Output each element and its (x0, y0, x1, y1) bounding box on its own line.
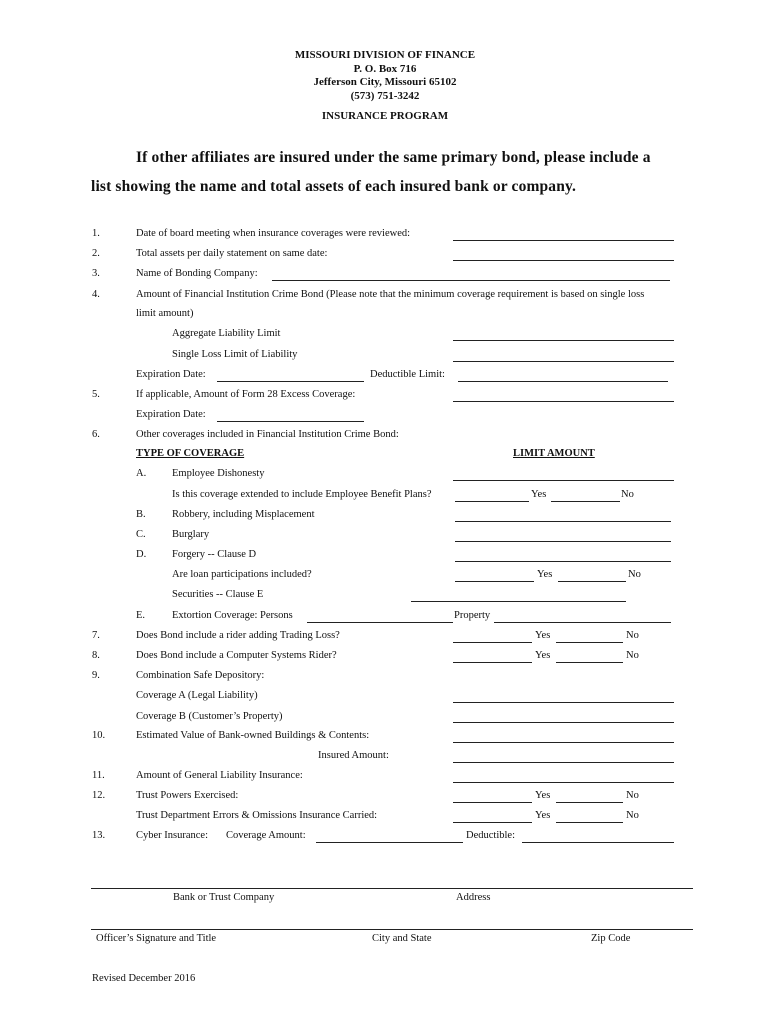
q4-label: Amount of Financial Institution Crime Bond (Please note that the minimum coverage requirement is based on single loss (136, 289, 645, 300)
trust-eo-yes-field[interactable] (453, 822, 532, 823)
q12-yes-field[interactable] (453, 802, 532, 803)
trust-eo-no-field[interactable] (556, 822, 623, 823)
employee-dishonesty-field[interactable] (453, 480, 674, 481)
item-number: 9. (92, 670, 100, 681)
bank-label: Bank or Trust Company (173, 892, 275, 903)
program-title: INSURANCE PROGRAM (321, 110, 449, 122)
officer-signature-line[interactable] (91, 929, 693, 930)
no-label: No (626, 630, 639, 641)
q11-field[interactable] (453, 782, 674, 783)
employee-dishonesty-label: Employee Dishonesty (172, 468, 265, 479)
q1-label: Date of board meeting when insurance coverages were reviewed: (136, 228, 411, 239)
no-label: No (626, 650, 639, 661)
item-number: 11. (92, 770, 105, 781)
expiration-label: Expiration Date: (136, 369, 206, 380)
item-number: 4. (92, 289, 100, 300)
yes-label: Yes (531, 489, 547, 500)
q7-no-field[interactable] (556, 642, 623, 643)
no-label: No (626, 790, 639, 801)
item-number: 5. (92, 389, 100, 400)
coverage-b-label: Coverage B (Customer’s Property) (136, 711, 283, 722)
q2-label: Total assets per daily statement on same date: (136, 248, 328, 259)
phone: (573) 751-3242 (350, 90, 420, 102)
q6-label: Other coverages included in Financial Institution Crime Bond: (136, 429, 399, 440)
robbery-field[interactable] (455, 521, 671, 522)
insured-amount-field[interactable] (453, 762, 674, 763)
benefit-no-field[interactable] (551, 501, 620, 502)
aggregate-limit-field[interactable] (453, 340, 674, 341)
q3-label: Name of Bonding Company: (136, 268, 258, 279)
yes-label: Yes (535, 810, 551, 821)
coverage-a-label: Coverage A (Legal Liability) (136, 690, 258, 701)
address-label: Address (456, 892, 491, 903)
city-address: Jefferson City, Missouri 65102 (313, 76, 457, 88)
q5-label: If applicable, Amount of Form 28 Excess Coverage: (136, 389, 356, 400)
q2-field[interactable] (453, 260, 674, 261)
burglary-field[interactable] (455, 541, 671, 542)
q8-yes-field[interactable] (453, 662, 532, 663)
burglary-label: Burglary (172, 529, 210, 540)
no-label: No (621, 489, 634, 500)
yes-label: Yes (535, 630, 551, 641)
q5-field[interactable] (453, 401, 674, 402)
securities-field[interactable] (411, 601, 626, 602)
q11-label: Amount of General Liability Insurance: (136, 770, 303, 781)
no-label: No (628, 569, 641, 580)
letter-b: B. (136, 509, 146, 520)
no-label: No (626, 810, 639, 821)
q12-label: Trust Powers Exercised: (136, 790, 239, 801)
robbery-label: Robbery, including Misplacement (172, 509, 315, 520)
q12-no-field[interactable] (556, 802, 623, 803)
item-number: 1. (92, 228, 100, 239)
officer-signature-label: Officer’s Signature and Title (96, 933, 217, 944)
q10-label: Estimated Value of Bank-owned Buildings & Contents: (136, 730, 370, 741)
loan-no-field[interactable] (558, 581, 626, 582)
bank-address-line[interactable] (91, 888, 693, 889)
q4-label-cont: limit amount) (136, 308, 194, 319)
letter-e: E. (136, 610, 146, 621)
q13-label: Cyber Insurance: (136, 830, 209, 841)
item-number: 12. (92, 790, 106, 801)
coverage-amount-field[interactable] (316, 842, 463, 843)
insured-amount-label: Insured Amount: (318, 750, 389, 761)
extortion-property-field[interactable] (494, 622, 671, 623)
q10-field[interactable] (453, 742, 674, 743)
coverage-amount-label: Coverage Amount: (226, 830, 306, 841)
cyber-deductible-field[interactable] (522, 842, 674, 843)
cyber-deductible-label: Deductible: (466, 830, 515, 841)
item-number: 2. (92, 248, 100, 259)
property-label: Property (454, 610, 491, 621)
coverage-b-field[interactable] (453, 722, 674, 723)
org-name: MISSOURI DIVISION OF FINANCE (294, 49, 476, 61)
yes-label: Yes (537, 569, 553, 580)
zip-code-label: Zip Code (591, 933, 631, 944)
yes-label: Yes (535, 790, 551, 801)
type-of-coverage-header: TYPE OF COVERAGE (136, 448, 245, 459)
expiration-field[interactable] (217, 381, 364, 382)
item-number: 8. (92, 650, 100, 661)
q8-label: Does Bond include a Computer Systems Rider? (136, 650, 337, 661)
letter-c: C. (136, 529, 146, 540)
item-number: 10. (92, 730, 106, 741)
single-loss-field[interactable] (453, 361, 674, 362)
q7-yes-field[interactable] (453, 642, 532, 643)
q5-expiration-field[interactable] (217, 421, 364, 422)
q9-label: Combination Safe Depository: (136, 670, 265, 681)
q7-label: Does Bond include a rider adding Trading Loss? (136, 630, 340, 641)
extortion-label: Extortion Coverage: Persons (172, 610, 293, 621)
q8-no-field[interactable] (556, 662, 623, 663)
instruction-line-2: list showing the name and total assets of each insured bank or company. (91, 178, 577, 195)
item-number: 7. (92, 630, 100, 641)
loan-participations-question: Are loan participations included? (172, 569, 312, 580)
benefit-plans-question: Is this coverage extended to include Employee Benefit Plans? (172, 489, 432, 500)
single-loss-label: Single Loss Limit of Liability (172, 349, 298, 360)
revised-date: Revised December 2016 (92, 973, 196, 984)
po-box: P. O. Box 716 (353, 63, 417, 75)
yes-label: Yes (535, 650, 551, 661)
benefit-yes-field[interactable] (455, 501, 529, 502)
coverage-a-field[interactable] (453, 702, 674, 703)
trust-eo-label: Trust Department Errors & Omissions Insurance Carried: (136, 810, 378, 821)
aggregate-limit-label: Aggregate Liability Limit (172, 328, 281, 339)
city-state-label: City and State (372, 933, 432, 944)
deductible-label: Deductible Limit: (370, 369, 445, 380)
item-number: 13. (92, 830, 106, 841)
limit-amount-header: LIMIT AMOUNT (513, 448, 595, 459)
forgery-field[interactable] (455, 561, 671, 562)
letter-a: A. (136, 468, 147, 479)
q1-field[interactable] (453, 240, 674, 241)
q3-field[interactable] (272, 280, 670, 281)
q5-expiration-label: Expiration Date: (136, 409, 206, 420)
securities-label: Securities -- Clause E (172, 589, 264, 600)
extortion-persons-field[interactable] (307, 622, 453, 623)
deductible-field[interactable] (458, 381, 668, 382)
loan-yes-field[interactable] (455, 581, 534, 582)
item-number: 6. (92, 429, 100, 440)
forgery-label: Forgery -- Clause D (172, 549, 257, 560)
instruction-line-1: If other affiliates are insured under the same primary bond, please include a (136, 149, 651, 166)
item-number: 3. (92, 268, 100, 279)
letter-d: D. (136, 549, 147, 560)
